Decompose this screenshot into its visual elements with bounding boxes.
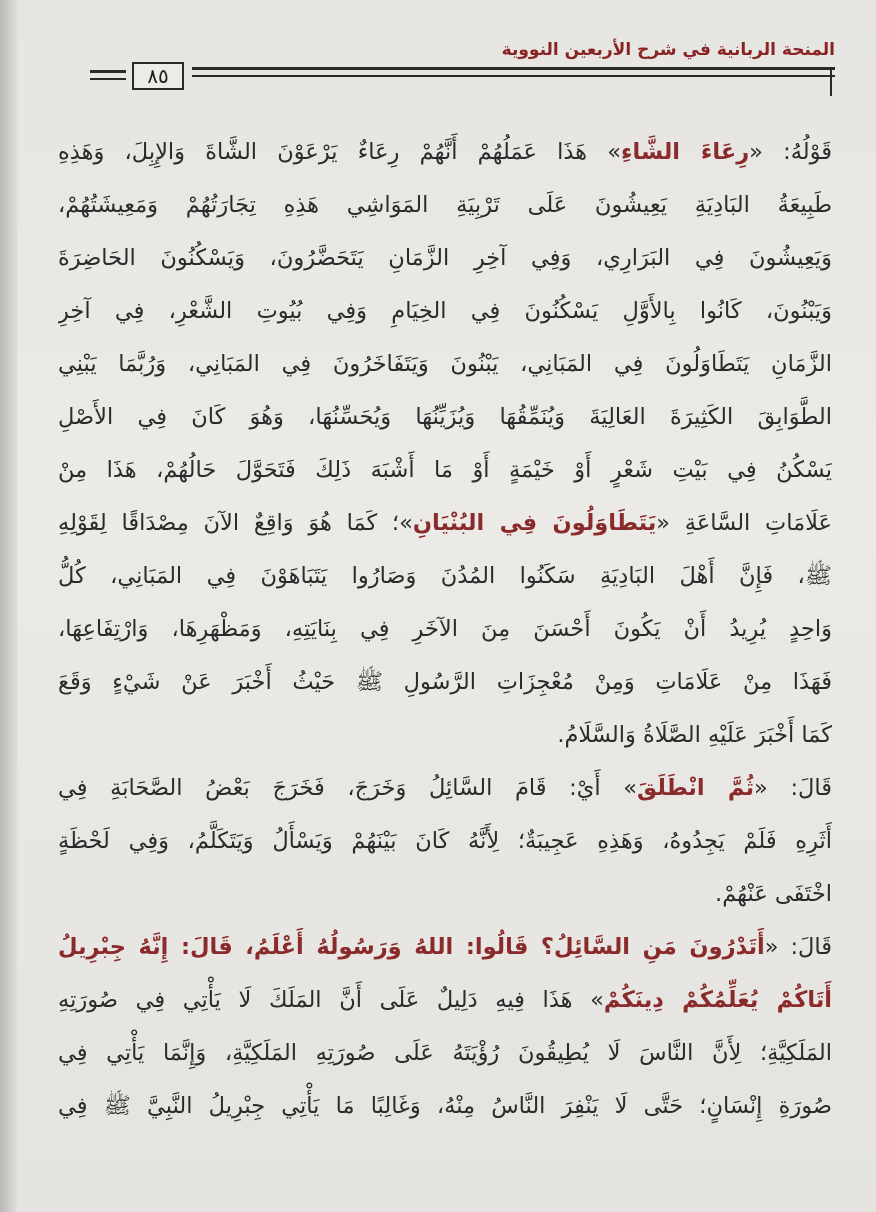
commentary-text: طَبِيعَةُ البَادِيَةِ يَعِيشُونَ عَلَى تَرْبِيَةِ المَوَاشِي هَذِهِ تِجَارَتُهُمْ وَمَعِيشَتُهُمْ، (58, 192, 832, 218)
text-line (58, 868, 832, 921)
text-line (58, 444, 832, 497)
body-text (58, 126, 832, 1186)
text-line (58, 179, 832, 232)
text-line (58, 550, 832, 603)
header-rule-bottom-right (192, 75, 835, 77)
text-line (58, 762, 832, 815)
commentary-text: الزَّمَانِ يَتَطَاوَلُونَ فِي المَبَانِي، يَبْنُونَ وَيَتَفَاخَرُونَ فِي المَبَانِي، وَرُبَّمَا يَبْنِي (58, 351, 832, 377)
commentary-text: فَهَذَا مِنْ عَلَامَاتِ وَمِنْ مُعْجِزَاتِ الرَّسُولِ ﷺ حَيْثُ أَخْبَرَ عَنْ شَيْءٍ وَقَعَ (58, 669, 832, 695)
commentary-text: وَيَعِيشُونَ فِي البَرَارِي، وَفِي آخِرِ الزَّمَانِ يَتَحَضَّرُونَ، وَيَسْكُنُونَ الحَاضِرَةَ (58, 245, 832, 271)
text-line (58, 603, 832, 656)
running-header (90, 38, 835, 98)
text-line (58, 921, 832, 974)
text-line (58, 656, 832, 709)
commentary-text: الطَّوَابِقَ الكَثِيرَةَ العَالِيَةَ وَيُنَمِّقُهَا وَيُزَيِّنُهَا وَيُحَسِّنُهَا، وَهُوَ كَانَ فِي الأَصْلِ (58, 404, 832, 430)
commentary-text: وَاحِدٍ يُرِيدُ أَنْ يَكُونَ أَحْسَنَ مِنَ الآخَرِ فِي بِنَايَتِهِ، وَمَظْهَرِهَا، وَارْتِفَاعِهَا، (58, 616, 832, 642)
quoted-hadith-text: يَتَطَاوَلُونَ فِي البُنْيَانِ (412, 510, 657, 536)
commentary-text: قَوْلُهُ: « (749, 139, 832, 165)
commentary-text: قَالَ: « (754, 775, 832, 801)
text-line (58, 338, 832, 391)
commentary-text: قَالَ: « (764, 934, 832, 960)
header-rule-top (90, 70, 126, 73)
text-line (58, 232, 832, 285)
commentary-text: » هَذَا عَمَلُهُمْ أَنَّهُمْ رِعَاءٌ يَرْعَوْنَ الشَّاةَ وَالإِبِلَ، وَهَذِهِ (58, 139, 621, 165)
text-line (58, 1027, 832, 1080)
quoted-hadith-text: أَتَدْرُونَ مَنِ السَّائِلُ؟ قَالُوا: اللهُ وَرَسُولُهُ أَعْلَمُ، قَالَ: إِنَّهُ جِبْرِيلُ (58, 934, 765, 960)
commentary-text: اخْتَفَى عَنْهُمْ. (715, 881, 832, 907)
text-line (58, 126, 832, 179)
commentary-text: » أَيْ: قَامَ السَّائِلُ وَخَرَجَ، فَخَرَجَ بَعْضُ الصَّحَابَةِ فِي (58, 775, 638, 801)
header-rule-top-right (192, 67, 835, 70)
commentary-text: يَسْكُنُ فِي بَيْتِ شَعْرٍ أَوْ خَيْمَةٍ أَوْ مَا أَشْبَهَ ذَلِكَ فَتَحَوَّلَ حَالُهُمْ، هَذَا مِنْ (58, 457, 832, 483)
header-rule-bottom (90, 78, 126, 80)
text-line (58, 391, 832, 444)
commentary-text: وَيَبْنُونَ، كَانُوا بِالأَوَّلِ يَسْكُنُونَ فِي الخِيَامِ وَفِي بُيُوتِ الشَّعْرِ، فِي آخِرِ (58, 298, 832, 324)
quoted-hadith-text: رِعَاءَ الشَّاءِ (621, 139, 750, 165)
commentary-text: المَلَكِيَّةِ؛ لِأَنَّ النَّاسَ لَا يُطِيقُونَ رُؤْيَتَهُ عَلَى صُورَتِهِ المَلَكِيَّةِ، وَإِنَّمَا يَأْتِي فِي (58, 1040, 832, 1066)
commentary-text: صُورَةِ إِنْسَانٍ؛ حَتَّى لَا يَنْفِرَ النَّاسُ مِنْهُ، وَغَالِبًا مَا يَأْتِي جِبْرِيلُ النَّبِيَّ ﷺ فِي (58, 1093, 832, 1119)
page-gutter-shadow (0, 0, 18, 1212)
commentary-text: »؛ كَمَا هُوَ وَاقِعٌ الآنَ مِصْدَاقًا لِقَوْلِهِ (58, 510, 413, 536)
commentary-text: أَثَرِهِ فَلَمْ يَجِدُوهُ، وَهَذِهِ عَجِيبَةٌ؛ لِأَنَّهُ كَانَ بَيْنَهُمْ وَيَسْأَلُ وَيَتَكَلَّمُ، وَفِي لَحْظَةٍ (58, 828, 832, 854)
text-line (58, 1080, 832, 1133)
commentary-text: كَمَا أَخْبَرَ عَلَيْهِ الصَّلَاةُ وَالسَّلَامُ. (557, 722, 832, 748)
text-line (58, 285, 832, 338)
book-title: المنحة الربانية في شرح الأربعين النووية (501, 40, 835, 60)
page-number: ٨٥ (132, 62, 184, 90)
text-line (58, 497, 832, 550)
quoted-hadith-text: أَتَاكُمْ يُعَلِّمُكُمْ دِينَكُمْ (603, 987, 832, 1013)
commentary-text: عَلَامَاتِ السَّاعَةِ « (656, 510, 832, 536)
text-line (58, 709, 832, 762)
commentary-text: ﷺ، فَإِنَّ أَهْلَ البَادِيَةِ سَكَنُوا المُدُنَ وَصَارُوا يَتَبَاهَوْنَ فِي المَبَانِي، كُلُّ (58, 563, 832, 589)
commentary-text: » هَذَا فِيهِ دَلِيلٌ عَلَى أَنَّ المَلَكَ لَا يَأْتِي فِي صُورَتِهِ (58, 987, 604, 1013)
text-line (58, 815, 832, 868)
text-line (58, 974, 832, 1027)
header-rule-tick (830, 70, 832, 96)
quoted-hadith-text: ثُمَّ انْطَلَقَ (637, 775, 755, 801)
